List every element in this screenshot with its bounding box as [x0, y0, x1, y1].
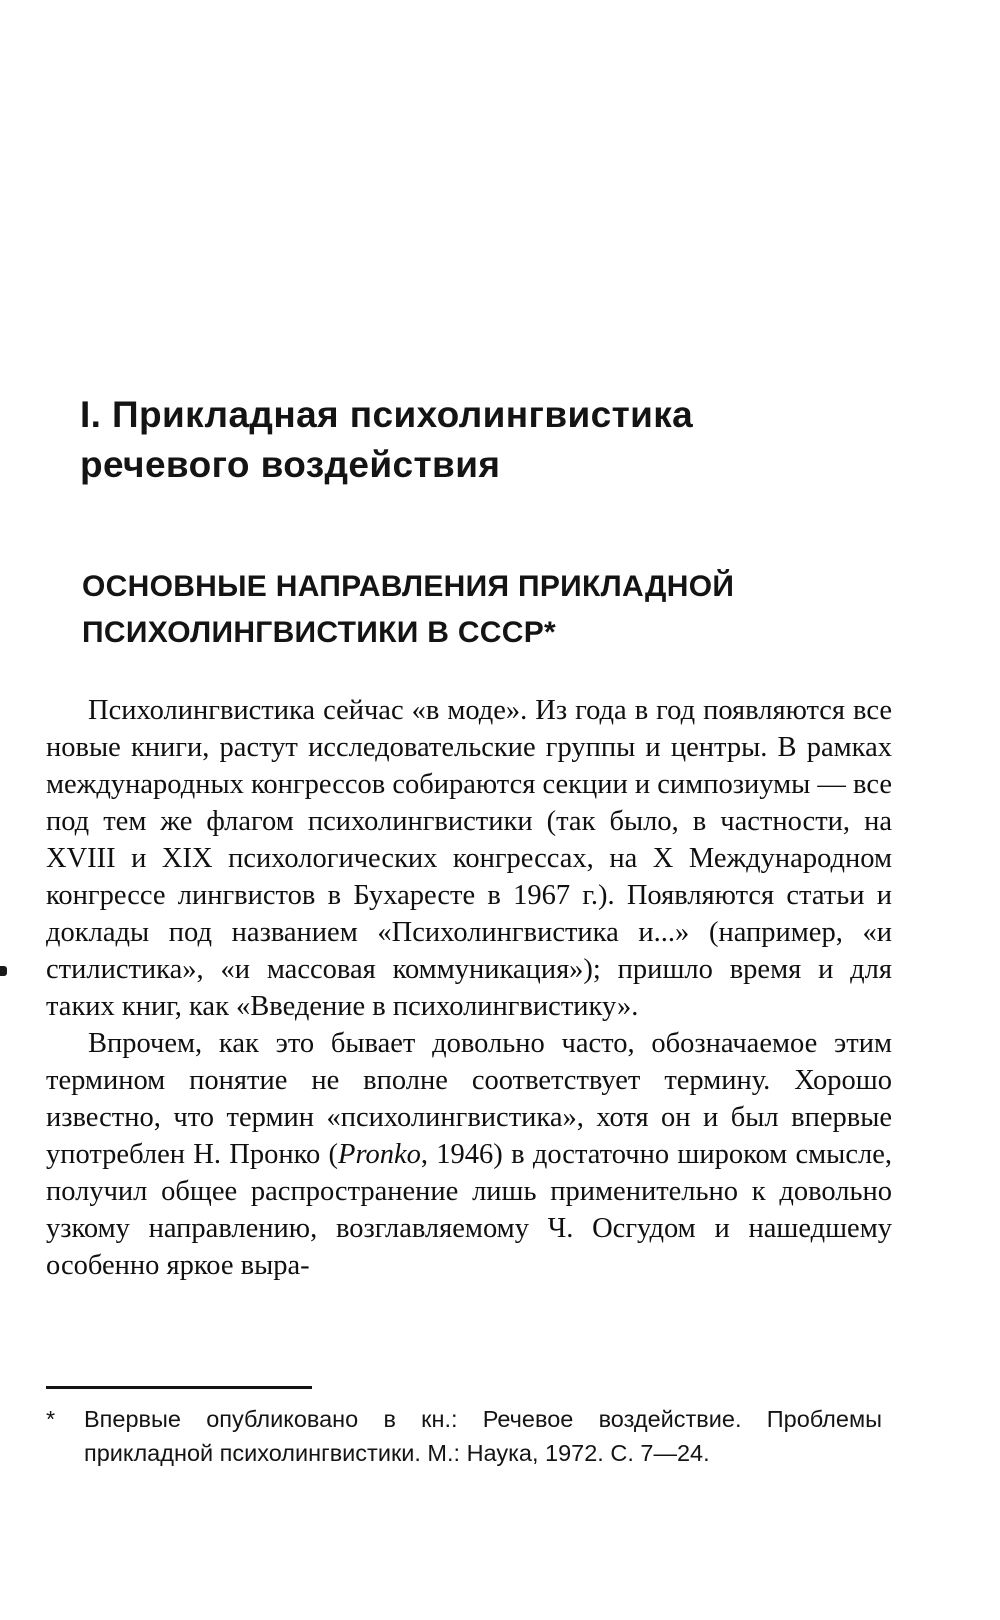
paragraph-2-text: Впрочем, как это бывает довольно часто, обозначаемое этим термином понятие не вполне соответствует термину. Хорошо известно, что термин «психолингвистика», хотя он и был впервые употреблен Н. Пронко ( — [46, 1028, 892, 1170]
footnote-marker: * — [46, 1406, 56, 1432]
body-text — [46, 692, 892, 1284]
section-heading: ОСНОВНЫЕ НАПРАВЛЕНИЯ ПРИКЛАДНОЙ ПСИХОЛИНГВИСТИКИ В СССР* — [82, 570, 735, 649]
scan-artifact-mark — [0, 966, 7, 976]
paragraph-2 — [46, 1025, 892, 1284]
footnote — [46, 1386, 882, 1470]
paragraph-2-text-continued: , 1946) в достаточно широком смысле, получил общее распространение лишь применительно к довольно узкому направлению, возглавляемому Ч. Осгудом и нашедшему особенно яркое выра- — [46, 1139, 892, 1281]
paragraph-2-italic-term: Pronko — [338, 1139, 421, 1170]
footnote-rule — [46, 1386, 312, 1389]
chapter-title: I. Прикладная психолингвистика речевого воздействия — [80, 394, 694, 485]
footnote-body: Впервые опубликовано в кн.: Речевое воздействие. Проблемы прикладной психолингвистики. М.: Наука, 1972. С. 7—24. — [84, 1406, 882, 1466]
footnote-text — [46, 1402, 882, 1470]
paragraph-1: Психолингвистика сейчас «в моде». Из года в год появляются все новые книги, растут исследовательские группы и центры. В рамках международных конгрессов собираются секции и симпозиумы — все под тем же флагом психолингвистики (так было, в частности, на XVIII и XIX психологических конгрессах, на X Международном конгрессе лингвистов в Бухаресте в 1967 г.). Появляются статьи и доклады под названием «Психолингвистика и...» (например, «и стилистика», «и массовая коммуникация»); пришло время и для таких книг, как «Введение в психолингвистику». — [46, 695, 892, 1022]
